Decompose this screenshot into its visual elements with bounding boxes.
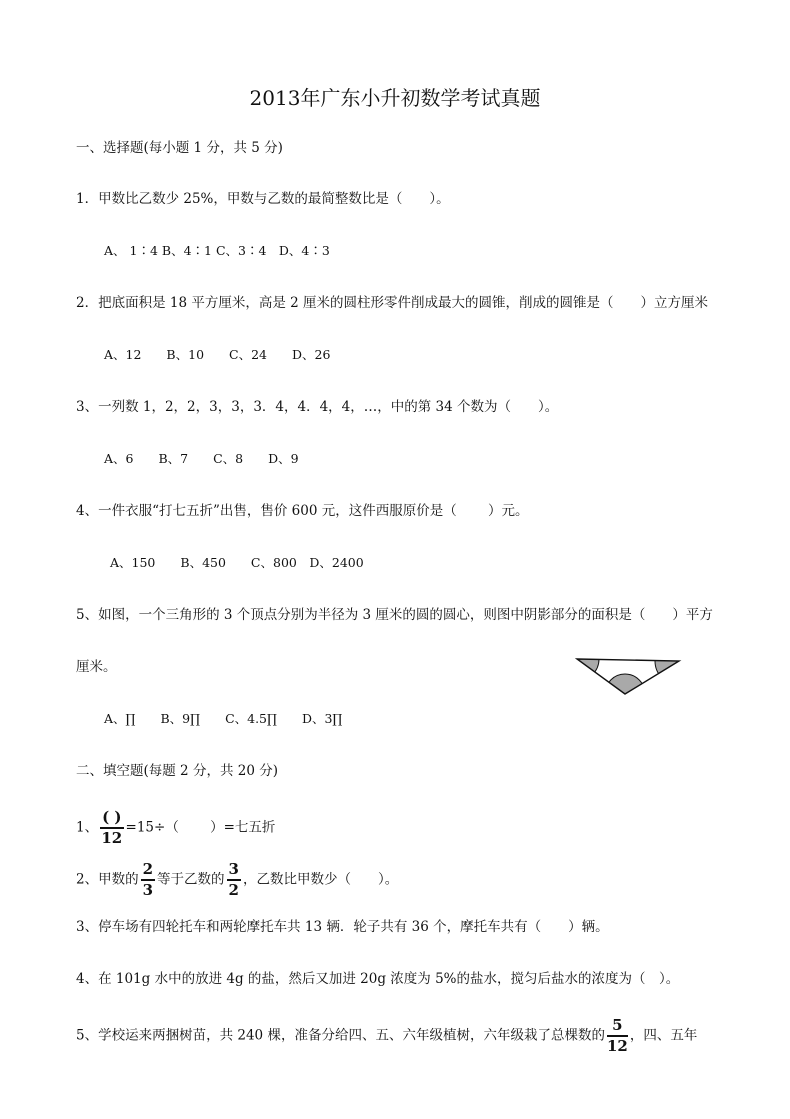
options-1-4: A、150 B、450 C、800 D、2400 xyxy=(110,555,364,570)
options-1-5: A、∏ B、9∏ C、4.5∏ D、3∏ xyxy=(104,711,343,726)
fraction-2-1-num: ( ) xyxy=(100,810,123,829)
question-2-1 xyxy=(76,810,275,846)
fraction-2-5-den: 12 xyxy=(606,1037,628,1055)
question-2-5-prefix: 5、学校运来两捆树苗，共 240 棵，准备分给四、五、六年级植树，六年级栽了总棵数的 xyxy=(76,1027,605,1044)
question-1-1: 1．甲数比乙数少 25%，甲数与乙数的最简整数比是（ ）。 xyxy=(76,191,450,207)
section-heading-fill: 二、填空题(每题 2 分，共 20 分) xyxy=(76,763,278,779)
question-1-2: 2．把底面积是 18 平方厘米，高是 2 厘米的圆柱形零件削成最大的圆锥，削成的圆锥是（ ）立方厘米 xyxy=(76,295,709,311)
question-1-5-cont: 厘米。 xyxy=(76,659,117,675)
options-1-3: A、6 B、7 C、8 D、9 xyxy=(104,451,299,466)
fraction-2-2-a xyxy=(141,862,155,898)
section-heading-choice: 一、选择题(每小题 1 分，共 5 分) xyxy=(76,140,283,156)
question-2-1-suffix: =15÷（ ）=七五折 xyxy=(125,819,276,836)
question-2-2-suffix: ，乙数比甲数少（ ）。 xyxy=(242,871,399,888)
question-1-3: 3、一列数 1，2，2，3，3，3．4，4．4，4，…，中的第 34 个数为（ ）。 xyxy=(76,399,559,415)
question-2-5 xyxy=(76,1018,697,1054)
question-2-2-prefix: 2、甲数的 xyxy=(76,871,139,888)
fraction-2-2-b xyxy=(227,862,241,898)
question-2-1-prefix: 1、 xyxy=(76,819,99,836)
fraction-2-2-a-num: 2 xyxy=(141,862,155,881)
question-1-4: 4、一件衣服“打七五折”出售，售价 600 元，这件西服原价是（ ）元。 xyxy=(76,503,529,519)
fraction-2-2-a-den: 3 xyxy=(142,881,154,899)
page-title: 2013年广东小升初数学考试真题 xyxy=(249,86,541,110)
question-2-2 xyxy=(76,862,398,898)
fraction-2-5-num: 5 xyxy=(607,1018,628,1037)
fraction-2-2-b-den: 2 xyxy=(228,881,239,899)
fraction-2-1-den: 12 xyxy=(101,829,123,847)
fraction-2-1 xyxy=(100,810,123,846)
options-1-2: A、12 B、10 C、24 D、26 xyxy=(104,347,331,362)
triangle-circles-figure xyxy=(575,656,683,696)
question-2-5-suffix: ，四、五年 xyxy=(629,1027,698,1044)
fraction-2-5 xyxy=(607,1018,628,1054)
question-2-2-mid: 等于乙数的 xyxy=(157,871,225,888)
question-2-4: 4、在 101g 水中的放进 4g 的盐，然后又加进 20g 浓度为 5%的盐水，搅匀后盐水的浓度为（ ）。 xyxy=(76,971,680,987)
options-1-1: A、 1∶4 B、4∶1 C、3∶4 D、4∶3 xyxy=(104,243,330,258)
question-2-3: 3、停车场有四轮托车和两轮摩托车共 13 辆．轮子共有 36 个，摩托车共有（ ）辆。 xyxy=(76,919,609,935)
question-1-5: 5、如图，一个三角形的 3 个顶点分别为半径为 3 厘米的圆的圆心，则图中阴影部分的面积是（ ）平方 xyxy=(76,607,713,623)
fraction-2-2-b-num: 3 xyxy=(227,862,241,881)
